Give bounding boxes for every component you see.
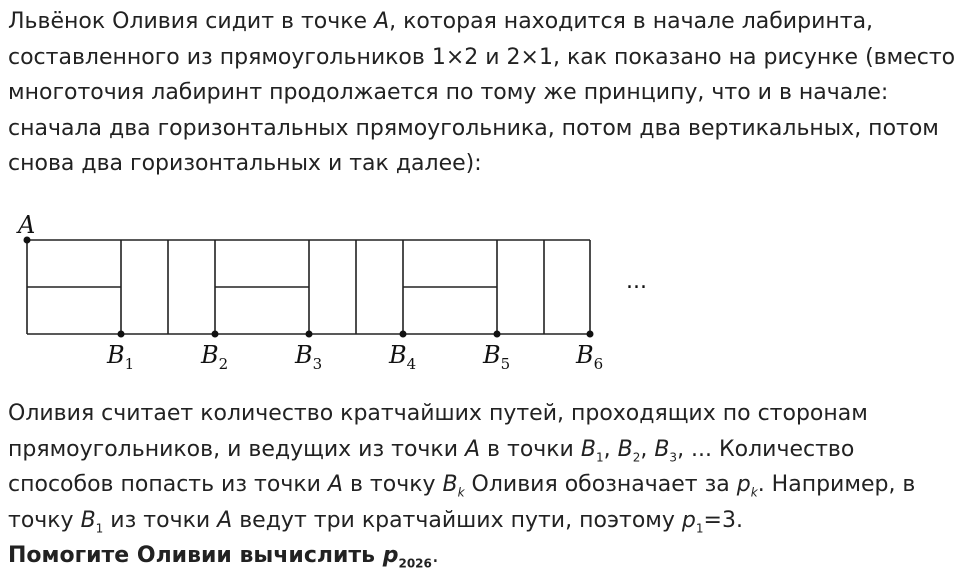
problem-text: . Например, в точку — [8, 472, 916, 533]
point-b-ref: B — [617, 436, 633, 462]
label-b3: $B_3$ — [295, 341, 323, 373]
point-a-ref: A — [374, 9, 390, 34]
point-b-ref: B — [80, 507, 96, 533]
point-b4 — [400, 331, 407, 338]
subscript: 3 — [669, 449, 678, 464]
intro-text: Львёнок Оливия сидит в точке — [8, 9, 375, 34]
subscript: 2 — [632, 449, 641, 464]
point-b1 — [118, 331, 125, 338]
point-b-ref: B — [654, 436, 670, 462]
comma: , — [603, 436, 618, 462]
period: . — [431, 543, 439, 568]
intro-text-cont: , которая находится в начале лабиринта, составленного из прямоугольников 1×2 и 2×1, как показано на рисунке (вместо многоточия лабиринт продолжается по тому же принципу, что и в начале: сначала два горизонтальных прямоугольника, потом два вертикальных, потом снова два горизонтальных и так далее): — [8, 9, 956, 176]
question-text: Помогите Оливии вычислить — [8, 543, 383, 568]
subscript-2026: 2026 — [398, 556, 432, 571]
point-b2 — [212, 331, 219, 338]
problem-text: Оливия обозначает за — [464, 472, 737, 497]
label-b1: $B_1$ — [107, 341, 135, 373]
p-symbol: p — [736, 472, 751, 497]
point-bk-ref: B — [442, 472, 458, 497]
subscript: 1 — [95, 520, 104, 535]
subscript: 1 — [595, 449, 604, 464]
comma: , — [640, 436, 655, 462]
problem-text: ведут три кратчайших пути, поэтому — [232, 507, 682, 533]
label-b6: $B_6$ — [576, 341, 604, 373]
problem-text: , ... Количество способов попасть из точки — [8, 436, 855, 497]
point-b3 — [306, 331, 313, 338]
maze-figure — [0, 205, 968, 375]
label-a: A — [18, 211, 36, 239]
p-symbol: p — [681, 507, 696, 533]
point-b-ref: B — [580, 436, 596, 462]
point-a-ref: A — [464, 436, 481, 462]
problem-text: Оливия считает количество кратчайших путей, проходящих по сторонам прямоугольников, и ведущих из точки — [8, 401, 868, 462]
point-b5 — [494, 331, 501, 338]
subscript: 1 — [695, 520, 704, 535]
p-symbol-bold: p — [382, 543, 399, 568]
label-b5: $B_5$ — [483, 341, 511, 373]
problem-paragraph — [8, 396, 958, 574]
subscript-k: k — [457, 485, 465, 500]
problem-text: из точки — [103, 507, 218, 533]
intro-paragraph — [8, 4, 958, 182]
problem-text: =3. — [703, 507, 743, 533]
problem-text: в точку — [342, 472, 443, 497]
point-a-ref: A — [327, 472, 343, 497]
label-b4: $B_4$ — [389, 341, 417, 373]
label-b2: $B_2$ — [201, 341, 229, 373]
subscript-k: k — [750, 485, 758, 500]
maze-lines — [27, 240, 590, 334]
problem-text: в точки — [480, 436, 581, 462]
ellipsis: ... — [626, 269, 647, 294]
point-a-ref: A — [217, 507, 233, 533]
b-labels — [106, 341, 603, 373]
point-b6 — [587, 331, 594, 338]
